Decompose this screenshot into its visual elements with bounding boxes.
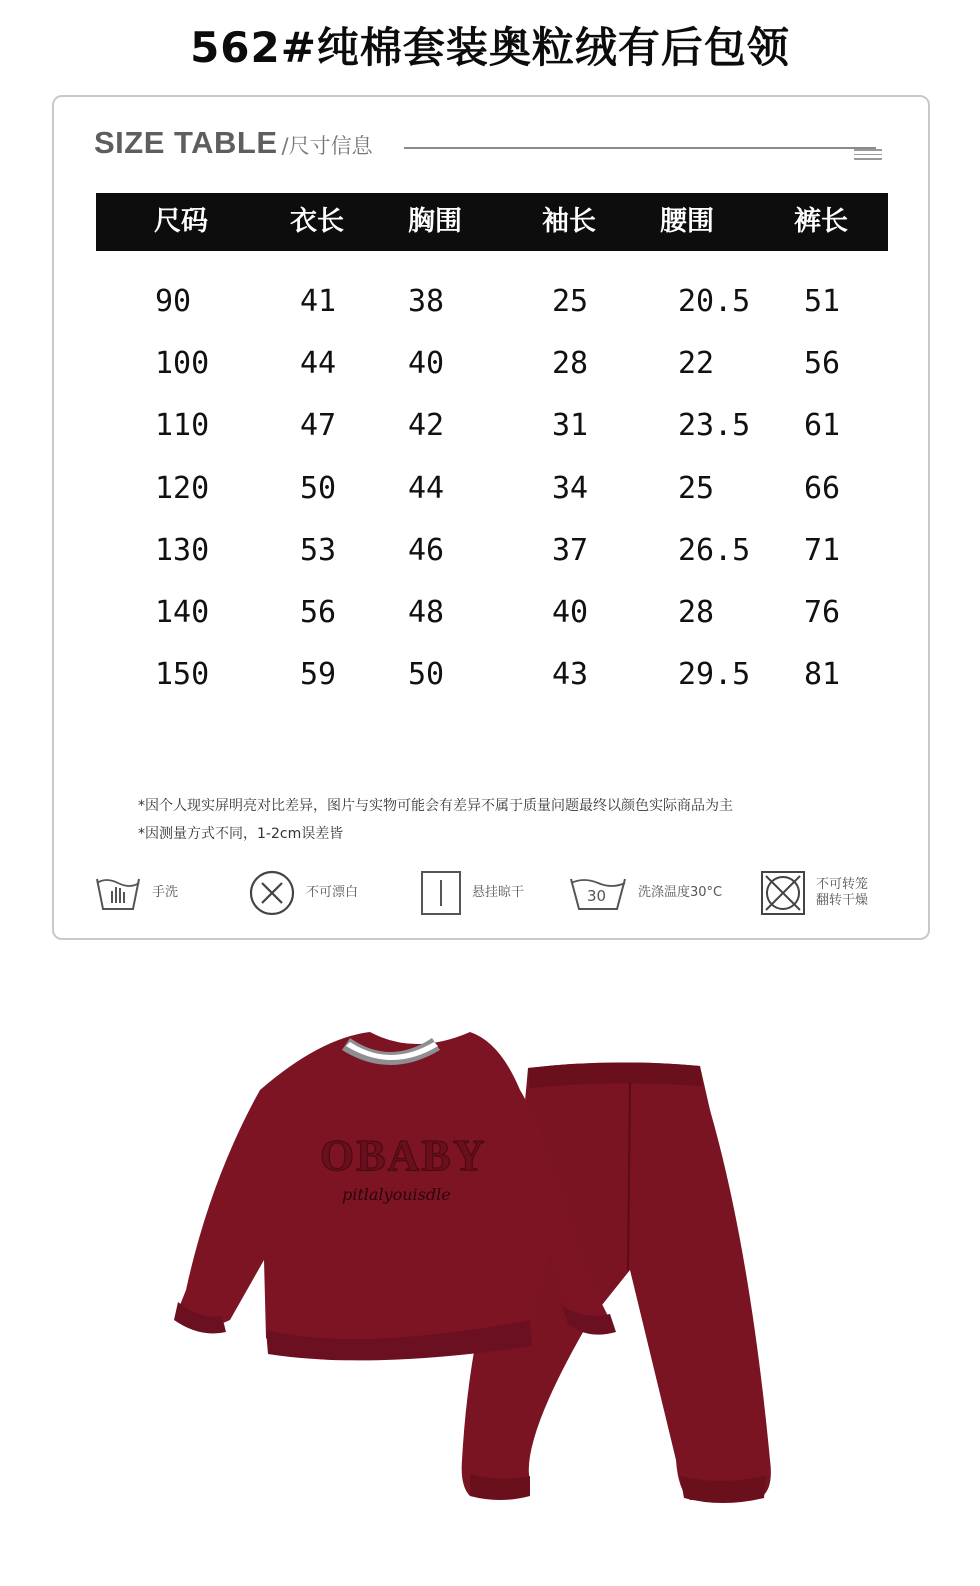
care-no-bleach — [248, 867, 358, 919]
cell-chest: 42 — [408, 408, 445, 443]
cell-waist: 29.5 — [678, 657, 751, 692]
cell-chest: 38 — [408, 284, 445, 319]
cell-length: 47 — [300, 408, 337, 443]
cell-waist: 23.5 — [678, 408, 751, 443]
cell-pants-length: 71 — [804, 533, 841, 568]
table-header — [96, 193, 888, 251]
header-sleeve: 袖长 — [542, 206, 596, 237]
cell-sleeve: 31 — [552, 408, 589, 443]
cell-length: 53 — [300, 533, 337, 568]
care-no-bleach-label: 不可漂白 — [306, 885, 359, 900]
no-tumble-line2: 翻转干燥 — [816, 893, 869, 908]
cell-length: 41 — [300, 284, 337, 319]
cell-length: 44 — [300, 346, 337, 381]
product-image — [170, 1020, 810, 1520]
wash-temp-number: 30 — [587, 887, 607, 905]
hand-wash-icon — [94, 873, 142, 913]
measurement-note: *因测量方式不同，1-2cm误差皆 — [138, 826, 344, 842]
cell-sleeve: 25 — [552, 284, 589, 319]
header-chest: 胸围 — [408, 206, 462, 237]
heading-divider — [404, 147, 876, 149]
hang-dry-icon — [420, 870, 462, 916]
cell-chest: 50 — [408, 657, 445, 692]
cell-size: 150 — [155, 657, 210, 692]
cell-length: 59 — [300, 657, 337, 692]
cell-pants-length: 76 — [804, 595, 841, 630]
sweatshirt-print-text: OBABY — [320, 1131, 487, 1180]
cell-sleeve: 34 — [552, 471, 589, 506]
cell-length: 50 — [300, 471, 337, 506]
cell-pants-length: 66 — [804, 471, 841, 506]
no-tumble-line1: 不可转笼 — [816, 877, 869, 892]
cell-size: 90 — [155, 284, 192, 319]
header-waist: 腰围 — [660, 206, 714, 237]
table-row — [54, 401, 932, 451]
cell-pants-length: 51 — [804, 284, 841, 319]
care-hang-dry — [420, 867, 524, 919]
care-wash-temp-label: 洗涤温度30°C — [638, 885, 723, 900]
cell-pants-length: 81 — [804, 657, 841, 692]
header-length: 衣长 — [290, 206, 344, 237]
cell-sleeve: 40 — [552, 595, 589, 630]
cell-pants-length: 61 — [804, 408, 841, 443]
cell-chest: 40 — [408, 346, 445, 381]
cell-size: 140 — [155, 595, 210, 630]
size-table-heading — [94, 125, 373, 165]
cell-waist: 26.5 — [678, 533, 751, 568]
care-no-tumble-dry — [760, 867, 868, 919]
cell-sleeve: 37 — [552, 533, 589, 568]
cell-size: 130 — [155, 533, 210, 568]
care-hand-wash — [94, 867, 178, 919]
table-row — [54, 650, 932, 700]
cell-waist: 20.5 — [678, 284, 751, 319]
cell-chest: 46 — [408, 533, 445, 568]
header-pants-length: 裤长 — [794, 206, 848, 237]
cell-chest: 44 — [408, 471, 445, 506]
header-size: 尺码 — [154, 206, 208, 237]
table-row — [54, 464, 932, 514]
table-row — [54, 339, 932, 389]
cell-waist: 22 — [678, 346, 715, 381]
cell-chest: 48 — [408, 595, 445, 630]
cell-size: 100 — [155, 346, 210, 381]
cell-sleeve: 43 — [552, 657, 589, 692]
sweatshirt-script-text: pitlalyouisdle — [342, 1185, 451, 1204]
size-table-card — [52, 95, 930, 940]
cell-pants-length: 56 — [804, 346, 841, 381]
table-row — [54, 588, 932, 638]
cell-size: 110 — [155, 408, 210, 443]
care-wash-temp — [568, 867, 722, 919]
size-table-subtitle: /尺寸信息 — [281, 134, 373, 158]
cell-length: 56 — [300, 595, 337, 630]
table-row — [54, 526, 932, 576]
no-tumble-dry-icon — [760, 870, 806, 916]
care-hand-wash-label: 手洗 — [152, 885, 179, 900]
cell-sleeve: 28 — [552, 346, 589, 381]
lines-icon — [854, 149, 882, 161]
care-hang-dry-label: 悬挂晾干 — [472, 885, 525, 900]
cell-waist: 28 — [678, 595, 715, 630]
tracksuit-illustration — [170, 1020, 810, 1520]
cell-waist: 25 — [678, 471, 715, 506]
no-bleach-icon — [248, 869, 296, 917]
cell-size: 120 — [155, 471, 210, 506]
disclaimer-note: *因个人现实屏明亮对比差异，图片与实物可能会有差异不属于质量问题最终以颜色实际商品为主 — [138, 798, 733, 814]
page-title: 562#纯棉套装奥粒绒有后包领 — [190, 23, 790, 72]
care-no-tumble-dry-label — [816, 877, 868, 909]
table-row — [54, 277, 932, 327]
size-table-title: SIZE TABLE — [94, 125, 278, 160]
